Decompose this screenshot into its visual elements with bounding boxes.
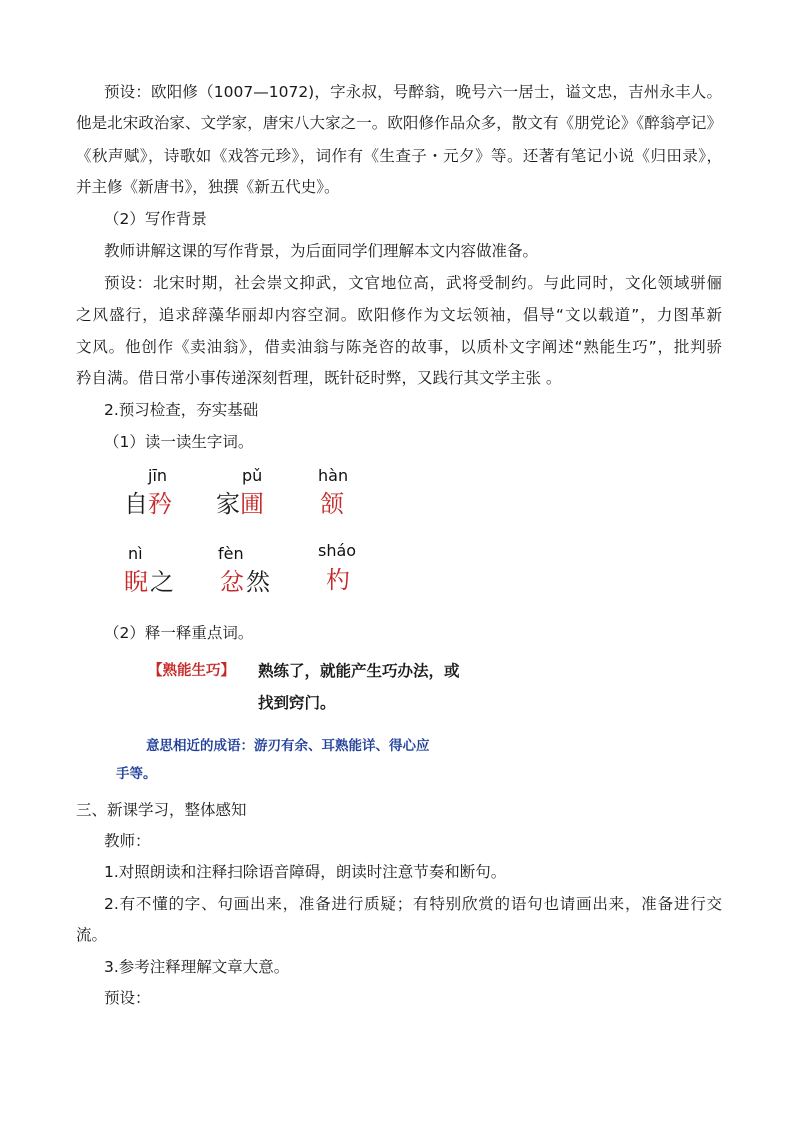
pinyin-fen: fèn	[218, 544, 244, 563]
preview-check-heading: 2.预习检查，夯实基础	[104, 401, 259, 419]
synonym-idioms-line-2: 手等。	[116, 766, 157, 782]
pinyin-shao: sháo	[318, 541, 357, 560]
task-item-2-line-1: 2.有不懂的字、句画出来，准备进行质疑；有特别欣赏的语句也请画出来，准备进行交	[104, 895, 722, 913]
task-item-3: 3.参考注释理解文章大意。	[104, 958, 290, 976]
word-char-ran: 然	[246, 568, 270, 596]
pinyin-jin: jīn	[148, 466, 168, 485]
word-char-zi: 自	[124, 490, 148, 518]
explain-words-heading: （2）释一释重点词。	[104, 624, 254, 642]
background-line-1: 预设：北宋时期，社会崇文抑武，文官地位高，武将受制约。与此同时，文化领域骈俪	[104, 274, 722, 292]
bio-line-2: 他是北宋政治家、文学家，唐宋八大家之一。欧阳修作品众多，散文有《朋党论》《醉翁亭记》	[76, 114, 722, 132]
word-char-fen: 忿	[220, 568, 244, 596]
task-item-2-line-2: 流。	[76, 926, 108, 944]
bio-line-3: 《秋声赋》，诗歌如《戏答元珍》，词作有《生查子・元夕》等。还著有笔记小说《归田录》，	[76, 147, 722, 165]
bio-line-4: 并主修《新唐书》，独撰《新五代史》。	[76, 178, 340, 196]
word-char-shao: 杓	[326, 566, 350, 594]
word-char-han: 颔	[320, 490, 344, 518]
background-line-3: 文风。他创作《卖油翁》，借卖油翁与陈尧咨的故事，以质朴文字阐述“熟能生巧”，批判骄	[76, 338, 722, 356]
pinyin-pu: pǔ	[242, 466, 263, 485]
teacher-label: 教师：	[104, 832, 151, 850]
word-char-ni: 睨	[124, 568, 148, 596]
word-char-jin: 矜	[148, 490, 172, 518]
pinyin-ni: nì	[128, 544, 143, 563]
idiom-definition-line-2: 找到窍门。	[258, 693, 336, 712]
background-line-2: 之风盛行，追求辞藻华丽却内容空洞。欧阳修作为文坛领袖，倡导“文以载道”，力图革新	[76, 306, 722, 324]
writing-background-heading: （2）写作背景	[104, 210, 207, 228]
word-char-zhi: 之	[150, 568, 174, 596]
synonym-idioms-line-1: 意思相近的成语：游刃有余、耳熟能详、得心应	[146, 738, 430, 754]
word-char-pu: 圃	[240, 490, 264, 518]
pinyin-han: hàn	[318, 466, 349, 485]
background-line-4: 矜自满。借日常小事传递深刻哲理，既针砭时弊，又践行其文学主张 。	[76, 369, 562, 387]
teacher-background-line: 教师讲解这课的写作背景，为后面同学们理解本文内容做准备。	[104, 242, 539, 260]
preset-label: 预设：	[104, 989, 151, 1007]
read-words-heading: （1）读一读生字词。	[104, 433, 254, 451]
idiom-definition-line-1: 熟练了，就能产生巧办法，或	[258, 661, 460, 680]
word-char-jia: 家	[216, 490, 240, 518]
new-lesson-heading: 三、新课学习，整体感知	[76, 801, 247, 819]
idiom-label: 【熟能生巧】	[148, 663, 235, 679]
bio-line-1: 预设：欧阳修（1007—1072)，字永叔，号醉翁，晚号六一居士，谥文忠，吉州永丰人。	[104, 83, 722, 101]
task-item-1: 1.对照朗读和注释扫除语音障碍，朗读时注意节奏和断句。	[104, 863, 507, 881]
